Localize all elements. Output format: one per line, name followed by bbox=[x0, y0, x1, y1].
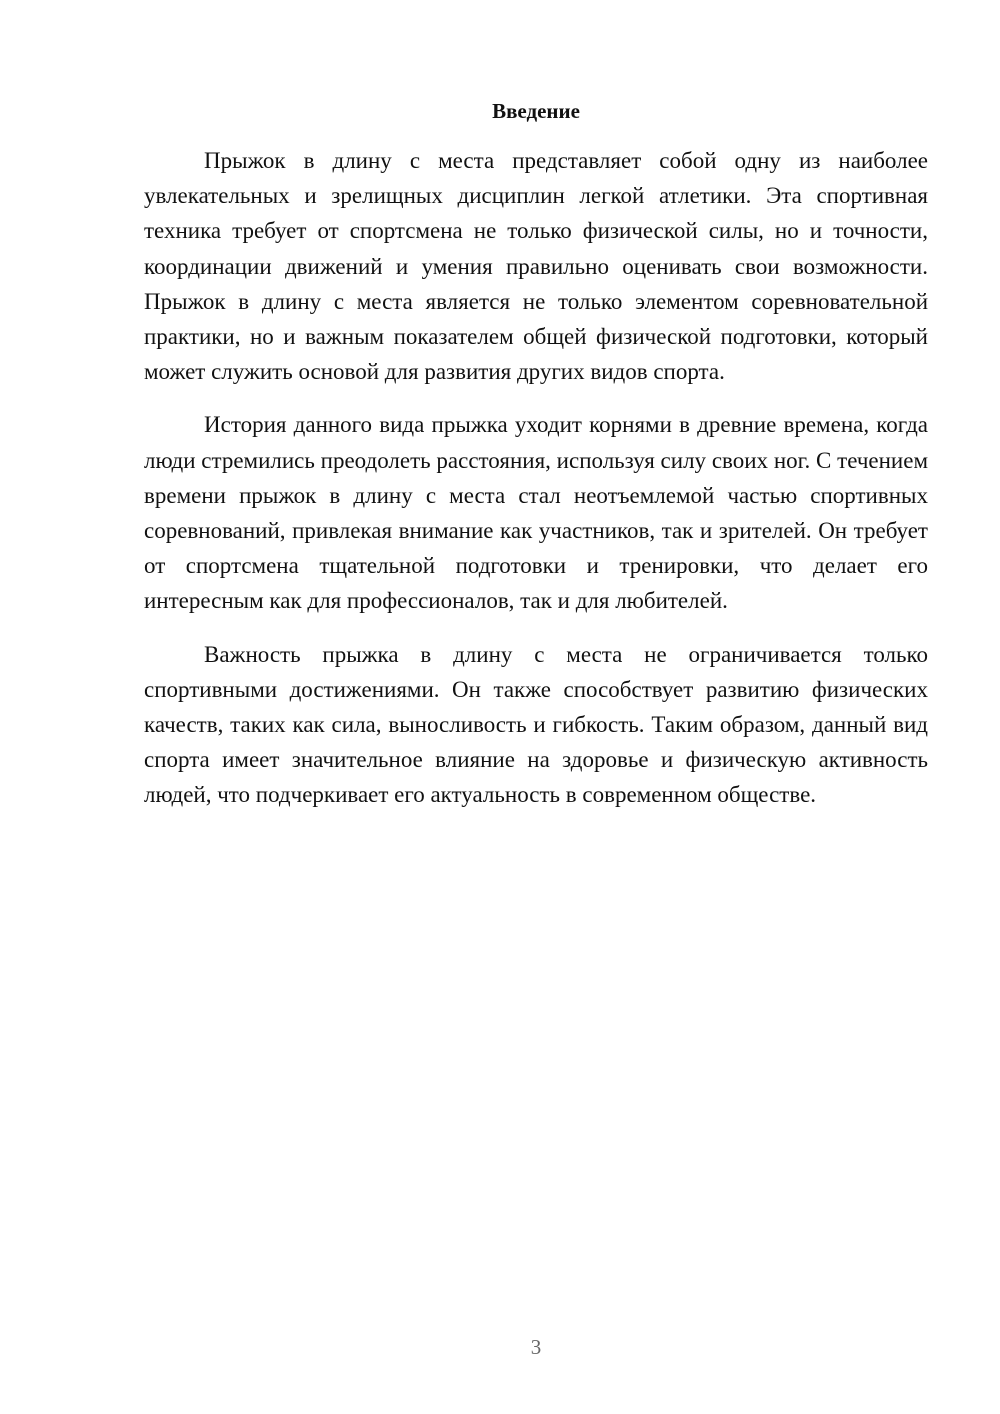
body-text bbox=[144, 143, 928, 831]
page-number: 3 bbox=[530, 1335, 542, 1359]
paragraph-2: История данного вида прыжка уходит корнями в древние времена, когда люди стремились преодолеть расстояния, используя силу своих ног. С течением времени прыжок в длину с места стал неотъемлемой частью спортивных соревнований, привлекая внимание как участников, так и зрителей. Он требует от спортсмена тщательной подготовки и тренировки, что делает его интересным как для профессионалов, так и для любителей. bbox=[144, 412, 928, 614]
paragraph-3: Важность прыжка в длину с места не ограничивается только спортивными достижениями. Он также способствует развитию физических качеств, таких как сила, выносливость и гибкость. Таким образом, данный вид спорта имеет значительное влияние на здоровье и физическую активность людей, что подчеркивает его актуальность в современном обществе. bbox=[144, 641, 928, 808]
paragraph-1: Прыжок в длину с места представляет собой одну из наиболее увлекательных и зрелищных дисциплин легкой атлетики. Эта спортивная техника требует от спортсмена не только физической силы, но и точности, координации движений и умения правильно оценивать свои возможности. Прыжок в длину с места является не только элементом соревновательной практики, но и важным показателем общей физической подготовки, который может служить основой для развития других видов спорта. bbox=[144, 148, 928, 385]
section-heading: Введение bbox=[492, 99, 580, 123]
